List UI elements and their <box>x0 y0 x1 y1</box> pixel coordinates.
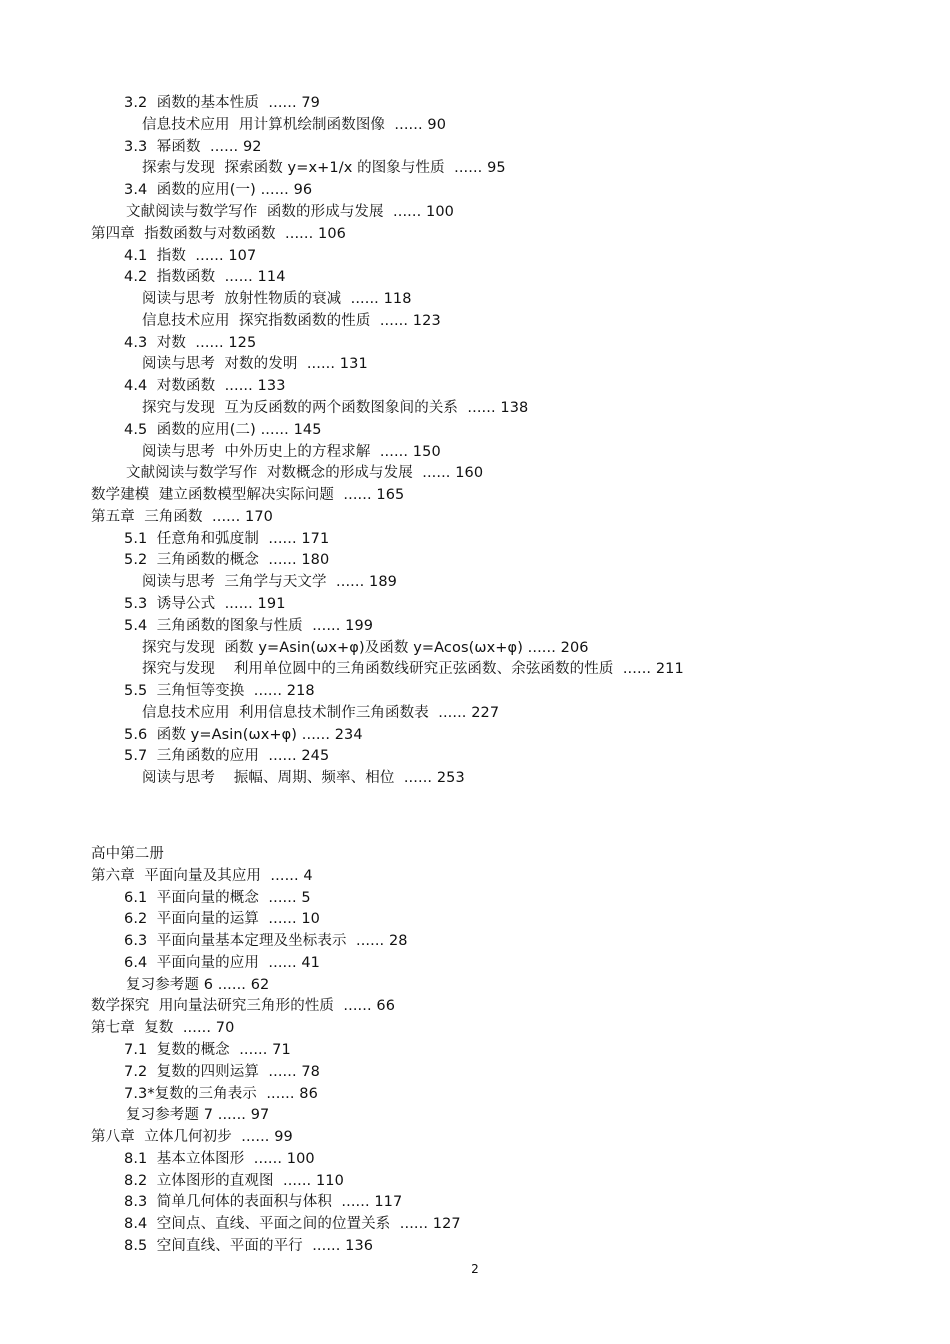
toc-line: 复习参考题 7 ...... 97 <box>126 1107 270 1124</box>
toc-line: 5.4 三角函数的图象与性质 ...... 199 <box>124 617 374 634</box>
toc-line: 5.3 诱导公式 ...... 191 <box>124 595 286 612</box>
toc-line: 高中第二册 <box>91 846 164 862</box>
toc-line: 5.1 任意角和弧度制 ...... 171 <box>124 530 330 547</box>
toc-line: 5.6 函数 y=Asin(ωx+φ) ...... 234 <box>124 726 363 743</box>
toc-line: 6.4 平面向量的应用 ...... 41 <box>124 954 321 971</box>
toc-line: 6.1 平面向量的概念 ...... 5 <box>124 889 311 906</box>
toc-line: 8.2 立体图形的直观图 ...... 110 <box>124 1172 344 1189</box>
toc-line: 文献阅读与数学写作 对数概念的形成与发展 ...... 160 <box>126 465 484 482</box>
toc-line: 8.4 空间点、直线、平面之间的位置关系 ...... 127 <box>124 1216 461 1233</box>
toc-line: 探究与发现 利用单位圆中的三角函数线研究正弦函数、余弦函数的性质 ...... 211 <box>142 661 684 678</box>
toc-line: 7.3*复数的三角表示 ...... 86 <box>124 1085 318 1102</box>
toc-line: 第八章 立体几何初步 ...... 99 <box>91 1129 293 1146</box>
toc-line: 6.2 平面向量的运算 ...... 10 <box>124 911 321 928</box>
toc-line: 8.5 空间直线、平面的平行 ...... 136 <box>124 1238 374 1254</box>
toc-line: 7.2 复数的四则运算 ...... 78 <box>124 1063 321 1080</box>
toc-line: 5.5 三角恒等变换 ...... 218 <box>124 683 315 700</box>
toc-line: 阅读与思考 放射性物质的衰减 ...... 118 <box>142 291 412 307</box>
toc-line: 6.3 平面向量基本定理及坐标表示 ...... 28 <box>124 933 408 950</box>
toc-line: 第七章 复数 ...... 70 <box>91 1020 235 1037</box>
toc-line: 信息技术应用 探究指数函数的性质 ...... 123 <box>142 312 441 329</box>
toc-line: 5.2 三角函数的概念 ...... 180 <box>124 552 330 569</box>
toc-line: 复习参考题 6 ...... 62 <box>126 976 270 993</box>
toc-line: 4.2 指数函数 ...... 114 <box>124 269 286 286</box>
toc-line: 4.3 对数 ...... 125 <box>124 334 257 351</box>
toc-line: 第六章 平面向量及其应用 ...... 4 <box>91 867 313 884</box>
toc-line: 信息技术应用 利用信息技术制作三角函数表 ...... 227 <box>142 704 500 721</box>
toc-line: 4.4 对数函数 ...... 133 <box>124 378 286 395</box>
toc-line: 8.1 基本立体图形 ...... 100 <box>124 1150 315 1167</box>
toc-line: 探究与发现 互为反函数的两个函数图象间的关系 ...... 138 <box>142 399 529 416</box>
toc-line: 探索与发现 探索函数 y=x+1/x 的图象与性质 ...... 95 <box>142 160 506 177</box>
toc-line: 阅读与思考 振幅、周期、频率、相位 ...... 253 <box>142 770 465 787</box>
toc-line: 阅读与思考 三角学与天文学 ...... 189 <box>142 574 397 591</box>
page-number: 2 <box>471 1262 479 1276</box>
toc-line: 4.1 指数 ...... 107 <box>124 247 257 264</box>
toc-line: 第四章 指数函数与对数函数 ...... 106 <box>91 225 346 242</box>
toc-line: 7.1 复数的概念 ...... 71 <box>124 1042 291 1058</box>
toc-line: 阅读与思考 中外历史上的方程求解 ...... 150 <box>142 443 441 460</box>
toc-line: 8.3 简单几何体的表面积与体积 ...... 117 <box>124 1194 403 1211</box>
toc-line: 5.7 三角函数的应用 ...... 245 <box>124 748 330 765</box>
toc-line: 探究与发现 函数 y=Asin(ωx+φ)及函数 y=Acos(ωx+φ) ...... 206 <box>142 639 589 656</box>
toc-line: 信息技术应用 用计算机绘制函数图像 ...... 90 <box>142 116 447 133</box>
toc-line: 3.3 幂函数 ...... 92 <box>124 138 262 155</box>
toc-line: 4.5 函数的应用(二) ...... 145 <box>124 421 322 438</box>
toc-line: 阅读与思考 对数的发明 ...... 131 <box>142 356 368 373</box>
toc-line: 3.4 函数的应用(一) ...... 96 <box>124 182 313 199</box>
toc-line: 文献阅读与数学写作 函数的形成与发展 ...... 100 <box>126 203 454 220</box>
toc-line: 数学探究 用向量法研究三角形的性质 ...... 66 <box>91 998 396 1015</box>
toc-line: 3.2 函数的基本性质 ...... 79 <box>124 95 321 111</box>
toc-line: 第五章 三角函数 ...... 170 <box>91 508 273 525</box>
toc-line: 数学建模 建立函数模型解决实际问题 ...... 165 <box>91 487 405 503</box>
